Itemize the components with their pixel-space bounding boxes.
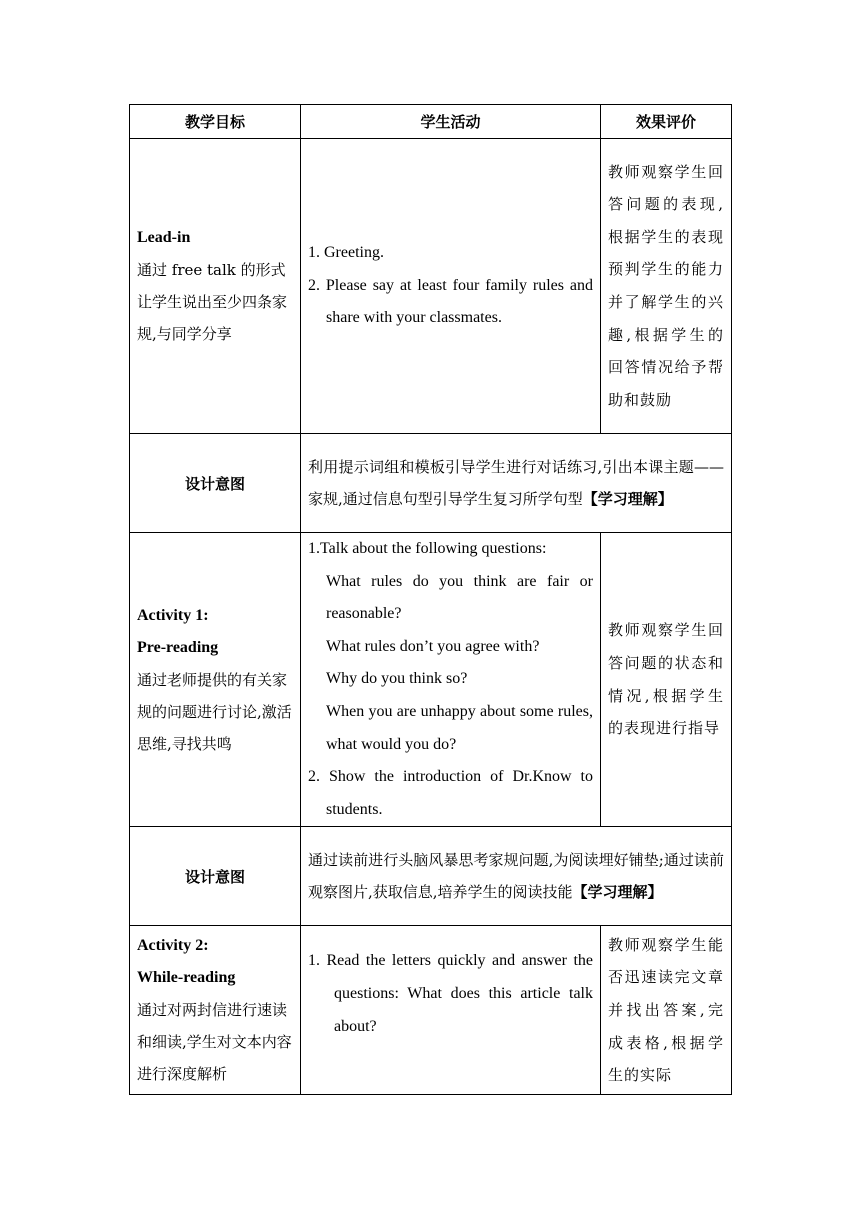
goal-cell — [130, 533, 301, 827]
table-row — [130, 434, 732, 533]
goal-subtitle: While-reading — [137, 969, 236, 987]
activity-item: 1. Read the letters quickly and answer the questions: What does this article talk about? — [308, 952, 593, 1036]
activity-item: 1.Talk about the following questions: — [308, 540, 547, 557]
design-intent-tag: 【学习理解】 — [582, 490, 673, 508]
activity-item: 2. Please say at least four family rules and share with your classmates. — [308, 276, 593, 327]
evaluation-cell: 教师观察学生回答问题的状态和情况,根据学生的表现进行指导 — [601, 533, 732, 827]
design-intent-cell — [301, 434, 732, 533]
goal-text: 通过对两封信进行速读和细读,学生对文本内容进行深度解析 — [137, 1001, 292, 1084]
goal-text: 通过 free talk 的形式让学生说出至少四条家规,与同学分享 — [137, 261, 288, 343]
activity-sub-item: What rules don’t you agree with? — [326, 637, 540, 655]
goal-text: 通过老师提供的有关家规的问题进行讨论,激活思维,寻找共鸣 — [137, 670, 292, 753]
table-row — [130, 139, 732, 434]
lesson-plan-table — [129, 104, 732, 1095]
table-row — [130, 926, 732, 1095]
goal-cell — [130, 926, 301, 1095]
evaluation-cell: 教师观察学生能否迅速读完文章并找出答案,完成表格,根据学生的实际 — [601, 926, 732, 1095]
activity-cell — [301, 139, 601, 434]
goal-title: Activity 2: — [137, 937, 209, 955]
activity-list — [308, 237, 593, 335]
activity-item: 2. Show the introduction of Dr.Know to students. — [308, 768, 593, 818]
design-intent-text: 利用提示词组和模板引导学生进行对话练习,引出本课主题——家规,通过信息句型引导学生复习所学句型 — [308, 458, 724, 508]
activity-sub-item: Why do you think so? — [326, 670, 468, 688]
activity-sub-item: What rules do you think are fair or reasonable? — [326, 572, 593, 623]
header-evaluation: 效果评价 — [601, 105, 732, 139]
goal-cell — [130, 139, 301, 434]
design-intent-label: 设计意图 — [130, 434, 301, 533]
evaluation-cell: 教师观察学生回答问题的表现,根据学生的表现预判学生的能力并了解学生的兴趣,根据学生的回答情况给予帮助和鼓励 — [601, 139, 732, 434]
header-row — [130, 105, 732, 139]
activity-cell — [301, 926, 601, 1095]
header-goal: 教学目标 — [130, 105, 301, 139]
activity-item: 1. Greeting. — [308, 244, 384, 262]
activity-sub-item: When you are unhappy about some rules, what would you do? — [326, 702, 593, 753]
activity-cell — [301, 533, 601, 827]
design-intent-tag: 【学习理解】 — [572, 883, 663, 902]
design-intent-cell — [301, 827, 732, 926]
table-row — [130, 533, 732, 827]
goal-title: Lead-in — [137, 229, 191, 246]
design-intent-text: 通过读前进行头脑风暴思考家规问题,为阅读埋好铺垫;通过读前观察图片,获取信息,培养学生的阅读技能 — [308, 851, 724, 902]
goal-subtitle: Pre-reading — [137, 638, 219, 656]
activity-sub-list — [308, 566, 593, 762]
table-row — [130, 827, 732, 926]
activity-list — [308, 944, 593, 1043]
header-activity: 学生活动 — [301, 105, 601, 139]
activity-list — [308, 761, 593, 826]
design-intent-label: 设计意图 — [130, 827, 301, 926]
goal-title: Activity 1: — [137, 606, 209, 624]
